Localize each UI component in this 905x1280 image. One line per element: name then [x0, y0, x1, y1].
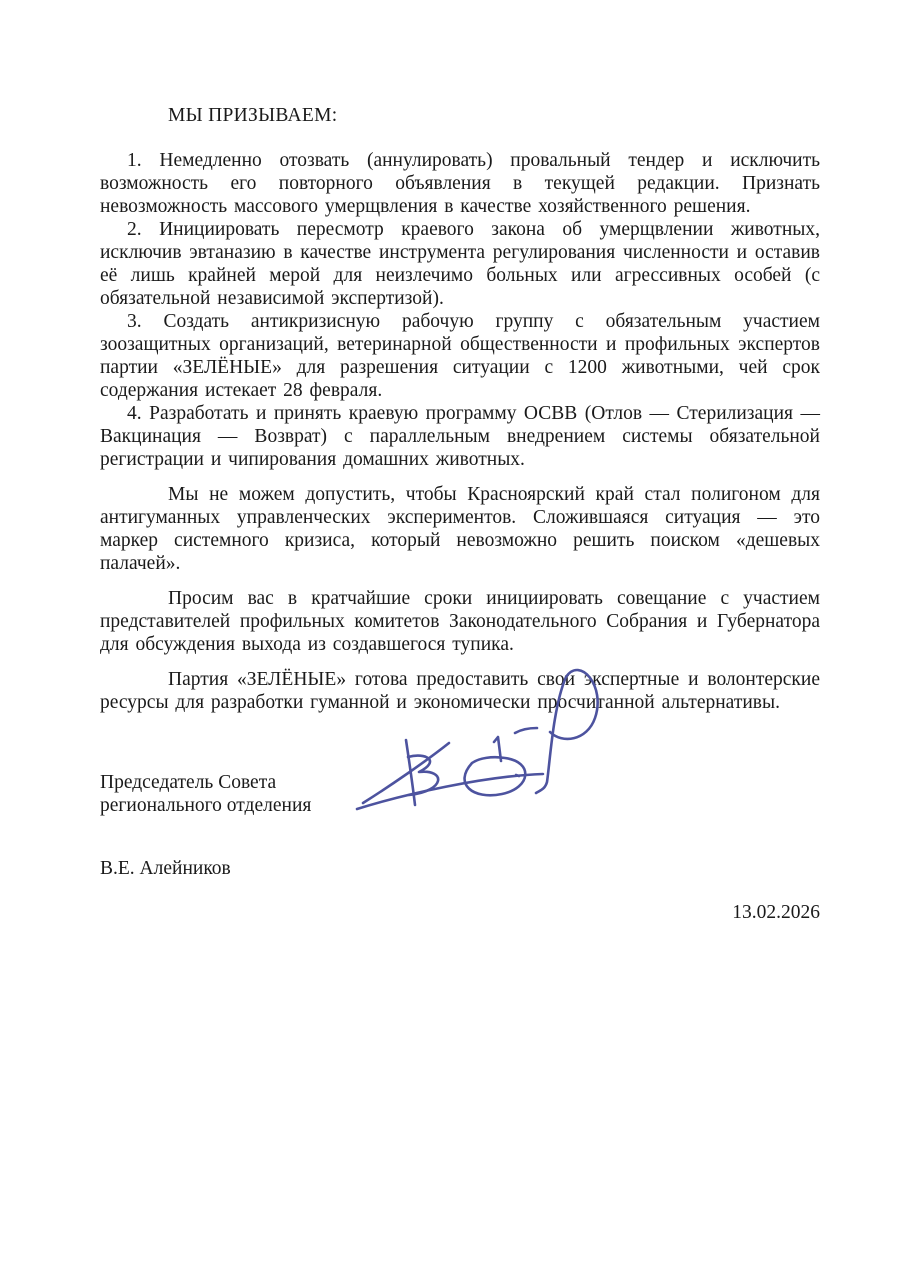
paragraph-request: Просим вас в кратчайшие сроки инициировать совещание с участием представителей профильных комитетов Законодательного Собрания и Губернатора для обсуждения выхода из создавшегося тупика.: [100, 588, 820, 655]
letter-body: [100, 104, 820, 924]
letter-heading: МЫ ПРИЗЫВАЕМ:: [168, 105, 338, 126]
demand-item-2: 2. Инициировать пересмотр краевого закона об умерщвлении животных, исключив эвтаназию в качестве инструмента регулирования численности и оставив её лишь крайней мерой для неизлечимо больных или агрессивных особей (с обязательной независимой экспертизой).: [100, 219, 820, 309]
demand-item-1: 1. Немедленно отозвать (аннулировать) провальный тендер и исключить возможность его повторного объявления в текущей редакции. Признать невозможность массового умерщвления в качестве хозяйственного решения.: [100, 150, 820, 217]
document-date: 13.02.2026: [732, 902, 820, 923]
signatory-position-line2: регионального отделения: [100, 795, 312, 816]
signatory-position-line1: Председатель Совета: [100, 772, 277, 793]
demand-item-4: 4. Разработать и принять краевую программу ОСВВ (Отлов — Стерилизация — Вакцинация — Возврат) с параллельным внедрением системы обязательной регистрации и чипирования домашних животных.: [100, 403, 820, 470]
paragraph-offer: Партия «ЗЕЛЁНЫЕ» готова предоставить свои экспертные и волонтерские ресурсы для разработки гуманной и экономически просчитанной альтернативы.: [100, 669, 820, 713]
signatory-block: [100, 771, 820, 880]
paragraph-statement: Мы не можем допустить, чтобы Красноярский край стал полигоном для антигуманных управленческих экспериментов. Сложившаяся ситуация — это маркер системного кризиса, который невозможно решить поиском «дешевых палачей».: [100, 484, 820, 574]
demand-item-3: 3. Создать антикризисную рабочую группу с обязательным участием зоозащитных организаций, ветеринарной общественности и профильных экспертов партии «ЗЕЛЁНЫЕ» для разрешения ситуации с 1200 животными, чей срок содержания истекает 28 февраля.: [100, 311, 820, 401]
signatory-name: В.Е. Алейников: [100, 858, 231, 879]
